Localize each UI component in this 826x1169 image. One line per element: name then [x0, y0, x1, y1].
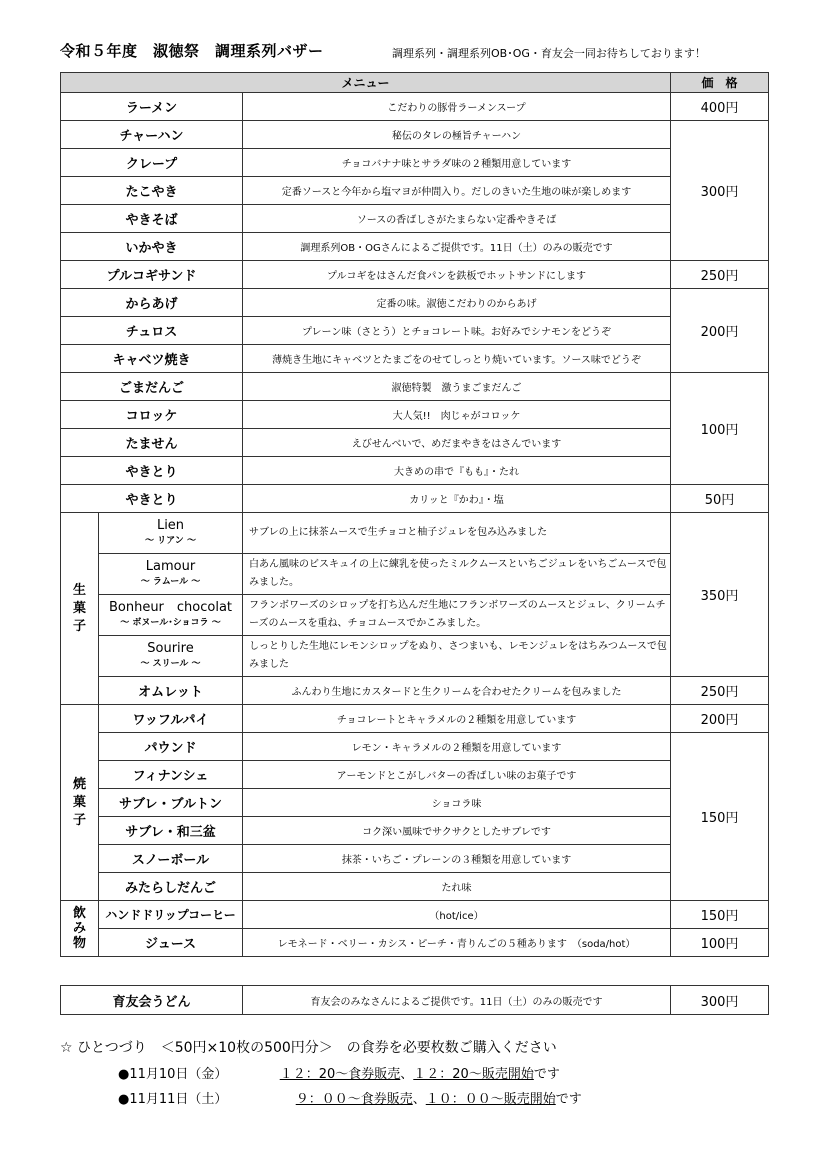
table-row	[61, 289, 769, 317]
item-description: 秘伝のタレの極旨チャーハン	[243, 121, 671, 149]
page-subtitle: 調理系列・調理系列OB･OG・育友会一同お待ちしております！	[392, 47, 706, 60]
item-name: ラーメン	[61, 93, 243, 121]
item-description: チョコバナナ味とサラダ味の２種類用意しています	[243, 149, 671, 177]
item-name: キャベツ焼き	[61, 345, 243, 373]
item-description: ふんわり生地にカスタードと生クリームを合わせたクリームを包みました	[243, 677, 671, 705]
item-name-latin: Lien	[156, 518, 185, 533]
item-name: サブレ・ブルトン	[99, 789, 243, 817]
item-description: レモン・キャラメルの２種類を用意しています	[243, 733, 671, 761]
table-row	[61, 401, 769, 429]
item-name-latin: Lamour	[145, 559, 196, 574]
table-row	[61, 901, 769, 929]
menu-column-header: メニュー	[61, 73, 671, 93]
schedule-day1	[118, 1063, 560, 1082]
item-name: ごまだんご	[61, 373, 243, 401]
table-row	[61, 233, 769, 261]
item-name	[99, 595, 243, 636]
table-row	[61, 429, 769, 457]
item-name: 育友会うどん	[61, 986, 243, 1015]
item-price: 100円	[671, 929, 769, 957]
item-description: カリッと『かわ』・塩	[243, 485, 671, 513]
table-row	[61, 705, 769, 733]
category-char: 生	[72, 582, 86, 598]
item-name-kana: ～ リアン ～	[145, 536, 196, 546]
table-row	[61, 554, 769, 595]
table-row	[61, 595, 769, 636]
category-char: 物	[72, 936, 86, 951]
item-name-kana: ～ ラムール ～	[140, 577, 201, 587]
category-drinks	[61, 901, 99, 957]
table-header-row	[61, 73, 769, 93]
item-price: 250円	[671, 677, 769, 705]
table-row	[61, 986, 769, 1015]
item-description: 抹茶・いちご・プレーンの３種類を用意しています	[243, 845, 671, 873]
item-description: チョコレートとキャラメルの２種類を用意しています	[243, 705, 671, 733]
item-name: コロッケ	[61, 401, 243, 429]
item-description: 大きめの串で『もも』・たれ	[243, 457, 671, 485]
item-description: 育友会のみなさんによるご提供です。11日（土）のみの販売です	[243, 986, 671, 1015]
table-row	[61, 373, 769, 401]
table-row	[61, 761, 769, 789]
ticket-notice: ☆ ひとつづり ＜50円×10枚の500円分＞ の食券を必要枚数ご購入ください	[60, 1040, 557, 1056]
item-name: ハンドドリップコーヒー	[99, 901, 243, 929]
item-name-kana: ～ ボヌール･ショコラ ～	[120, 618, 221, 628]
item-name	[99, 554, 243, 595]
menu-table	[60, 72, 769, 957]
item-name: クレープ	[61, 149, 243, 177]
item-name: やきとり	[61, 457, 243, 485]
page-title: 令和５年度 淑徳祭 調理系列バザー	[60, 42, 324, 60]
table-row	[61, 789, 769, 817]
table-row	[61, 93, 769, 121]
table-row	[61, 121, 769, 149]
item-description: （hot/ice）	[243, 901, 671, 929]
category-char: 子	[72, 812, 86, 828]
item-price: 250円	[671, 261, 769, 289]
category-char: 菓	[72, 794, 86, 810]
table-row	[61, 929, 769, 957]
price-column-header: 価 格	[671, 73, 769, 93]
day1-date: ●11月10日（金）	[118, 1067, 228, 1082]
day1-ticket-time: １２：20～食券販売	[279, 1067, 401, 1082]
table-row	[61, 345, 769, 373]
table-row	[61, 733, 769, 761]
item-name: オムレット	[99, 677, 243, 705]
item-description: 定番の味。淑徳こだわりのからあげ	[243, 289, 671, 317]
item-price: 350円	[671, 513, 769, 677]
item-price: 200円	[671, 705, 769, 733]
item-description: えびせんべいで、めだまやきをはさんでいます	[243, 429, 671, 457]
item-name-kana: ～ スリール ～	[140, 659, 201, 669]
item-price: 50円	[671, 485, 769, 513]
item-description: たれ味	[243, 873, 671, 901]
item-name: ワッフルパイ	[99, 705, 243, 733]
item-price: 200円	[671, 289, 769, 373]
item-name: チュロス	[61, 317, 243, 345]
item-name: みたらしだんご	[99, 873, 243, 901]
table-row	[61, 513, 769, 554]
item-description: サブレの上に抹茶ムースで生チョコと柚子ジュレを包み込みました	[243, 513, 671, 554]
item-description: 白あん風味のビスキュイの上に練乳を使ったミルクムースといちごジュレをいちごムースで包みました。	[243, 554, 671, 595]
day1-suffix: です	[533, 1067, 560, 1082]
item-price: 150円	[671, 901, 769, 929]
table-row	[61, 457, 769, 485]
item-name: たこやき	[61, 177, 243, 205]
item-description: アーモンドとこがしバターの香ばしい味のお菓子です	[243, 761, 671, 789]
item-name: からあげ	[61, 289, 243, 317]
day1-sale-time: １２：20～販売開始	[413, 1067, 534, 1082]
item-description: フランボワーズのシロップを打ち込んだ生地にフランボワーズのムースとジュレ、クリームチーズのムースを重ね、チョコムースでかこみました。	[243, 595, 671, 636]
category-nama-gashi	[61, 513, 99, 705]
table-row	[61, 205, 769, 233]
item-name: やきそば	[61, 205, 243, 233]
item-description: コク深い風味でサクサクとしたサブレです	[243, 817, 671, 845]
item-description: 定番ソースと今年から塩マヨが仲間入り。だしのきいた生地の味が楽しめます	[243, 177, 671, 205]
item-name: パウンド	[99, 733, 243, 761]
item-description: レモネード・ベリー・カシス・ピーチ・青りんごの５種あります （soda/hot）	[243, 929, 671, 957]
day1-separator: 、	[400, 1067, 414, 1082]
item-name: スノーボール	[99, 845, 243, 873]
item-price: 100円	[671, 373, 769, 485]
category-char: 焼	[72, 776, 86, 792]
item-name: いかやき	[61, 233, 243, 261]
day2-sale-time: １０：００～販売開始	[425, 1092, 556, 1107]
item-name: フィナンシェ	[99, 761, 243, 789]
item-name: ジュース	[99, 929, 243, 957]
item-name: やきとり	[61, 485, 243, 513]
schedule-day2	[118, 1088, 582, 1107]
item-description: 淑徳特製 激うまごまだんご	[243, 373, 671, 401]
item-description: しっとりした生地にレモンシロップをぬり、さつまいも、レモンジュレをはちみつムースで包みました	[243, 636, 671, 677]
table-row	[61, 677, 769, 705]
item-name: たません	[61, 429, 243, 457]
item-name-latin: Sourire	[147, 641, 194, 656]
table-row	[61, 317, 769, 345]
day2-separator: 、	[412, 1092, 426, 1107]
item-description: ソースの香ばしさがたまらない定番やきそば	[243, 205, 671, 233]
table-row	[61, 636, 769, 677]
item-description: ショコラ味	[243, 789, 671, 817]
item-price: 400円	[671, 93, 769, 121]
item-description: プルコギをはさんだ食パンを鉄板でホットサンドにします	[243, 261, 671, 289]
item-price: 300円	[671, 986, 769, 1015]
item-name: チャーハン	[61, 121, 243, 149]
item-description: プレーン味（さとう）とチョコレート味。お好みでシナモンをどうぞ	[243, 317, 671, 345]
item-description: 調理系列OB・OGさんによるご提供です。11日（土）のみの販売です	[243, 233, 671, 261]
udon-table	[60, 985, 769, 1015]
day2-suffix: です	[555, 1092, 582, 1107]
table-row	[61, 845, 769, 873]
table-row	[61, 873, 769, 901]
item-name: サブレ・和三盆	[99, 817, 243, 845]
item-price: 150円	[671, 733, 769, 901]
item-description: こだわりの豚骨ラーメンスープ	[243, 93, 671, 121]
item-description: 薄焼き生地にキャベツとたまごをのせてしっとり焼いています。ソース味でどうぞ	[243, 345, 671, 373]
category-char: 飲	[72, 906, 86, 921]
table-row	[61, 177, 769, 205]
table-row	[61, 149, 769, 177]
category-char: 子	[72, 618, 86, 634]
table-row	[61, 817, 769, 845]
table-row	[61, 485, 769, 513]
item-description: 大人気!! 肉じゃがコロッケ	[243, 401, 671, 429]
category-yaki-gashi	[61, 705, 99, 901]
item-price: 300円	[671, 121, 769, 261]
category-char: 菓	[72, 600, 86, 616]
item-name-latin: Bonheur chocolat	[108, 600, 233, 615]
item-name: プルコギサンド	[61, 261, 243, 289]
day2-ticket-time: ９：００～食券販売	[295, 1092, 413, 1107]
day2-date: ●11月11日（土）	[118, 1092, 228, 1107]
item-name	[99, 636, 243, 677]
item-name	[99, 513, 243, 554]
category-char: み	[72, 921, 86, 936]
table-row	[61, 261, 769, 289]
